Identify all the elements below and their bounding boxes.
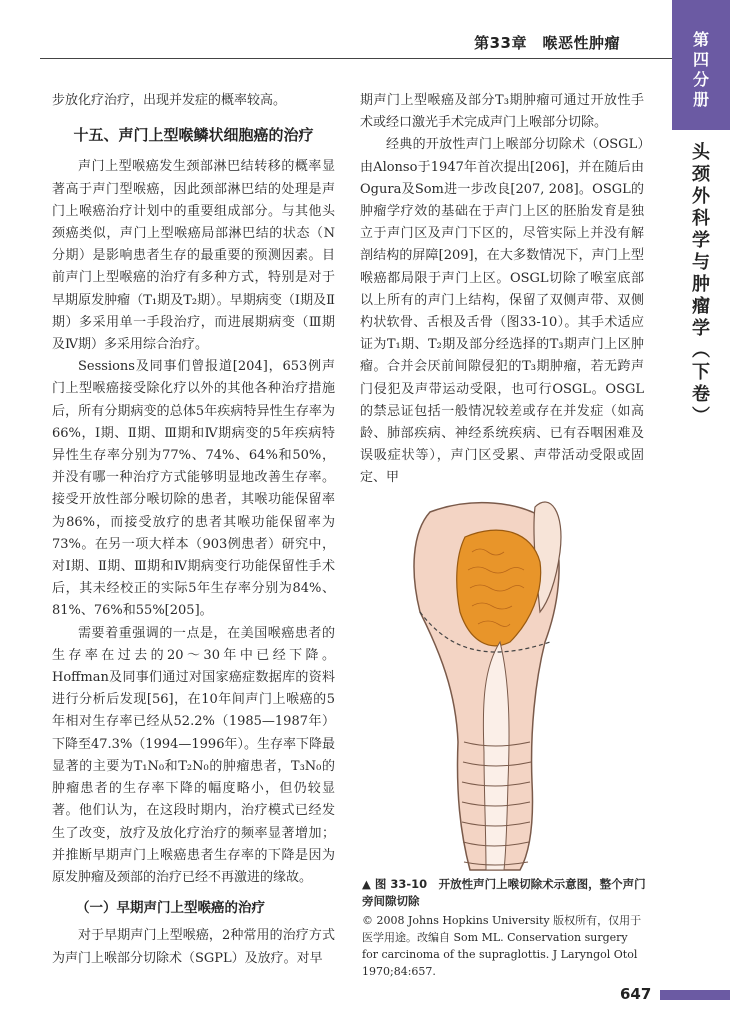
paragraph: 声门上型喉癌发生颈部淋巴结转移的概率显著高于声门型喉癌，因此颈部淋巴结的处理是声门上喉癌治疗计划中的重要组成部分。与其他头颈癌类似，声门上型喉癌局部淋巴结的状态（N分期）是影响患者生存的最重要的预测因素。目前声门上型喉癌的治疗有多种方式，特别是对于早期原发肿瘤（T₁期及T₂期）。早期病变（Ⅰ期及Ⅱ期）多采用单一手段治疗，而进展期病变（Ⅲ期及Ⅳ期）多采用综合治疗。 (52, 159, 335, 353)
chapter-title: 第33章 喉恶性肿瘤 (474, 34, 620, 52)
paragraph: 步放化疗治疗，出现并发症的概率较高。 (52, 93, 287, 108)
page-header (0, 0, 680, 58)
volume-label: 第 四 分 册 (692, 30, 709, 109)
caption-note: © 2008 Johns Hopkins University 版权所有，仅用于医学用途。改编自 Som ML. Conservation surgery for carcinoma of the supraglottis. J Laryngol Otol 1970;84:657. (362, 914, 642, 978)
paragraph: 对于早期声门上型喉癌，2种常用的治疗方式为声门上喉部分切除术（SGPL）及放疗。对早 (52, 928, 335, 966)
larynx-drawing (360, 492, 644, 872)
footer-bar (660, 990, 730, 1000)
figure-caption (362, 876, 646, 980)
airway-lumen (483, 642, 509, 870)
caption-title: ▲ 图 33-10 开放性声门上喉切除术示意图，整个声门旁间隙切除 (362, 877, 646, 908)
subsection-heading: （一）早期声门上型喉癌的治疗 (76, 900, 265, 917)
volume-title: 头 颈 外 科 学 与 肿 瘤 学 ︵ 下 卷 ︶ (692, 142, 710, 427)
left-column (52, 90, 335, 970)
paragraph: Sessions及同事们曾报道[204]，653例声门上型喉癌接受除化疗以外的其他各种治疗措施后，所有分期病变的总体5年疾病特异性生存率为66%，Ⅰ期、Ⅱ期、Ⅲ期和Ⅳ期病变的5年疾病特异性生存率分别为77%、74%、64%和50%，并没有哪一种治疗方式能够明显地改善生存率。接受开放性部分喉切除的患者，其喉功能保留率为86%，而接受放疗的患者其喉功能保留率为73%。在另一项大样本（903例患者）研究中，对Ⅰ期、Ⅱ期、Ⅲ期和Ⅳ期病变行功能保留性手术后，其未经校正的实际5年生存率分别为84%、81%、76%和55%[205]。 (52, 359, 335, 619)
paragraph: 需要着重强调的一点是，在美国喉癌患者的生存率在过去的20～30年中已经下降。Hoffman及同事们通过对国家癌症数据库的资料进行分析后发现[56]，在10年间声门上喉癌的5年相对生存率已经从52.2%（1985—1987年）下降至47.3%（1994—1996年）。生存率下降最显著的主要为T₁N₀和T₂N₀的肿瘤患者，T₃N₀的肿瘤患者的生存率下降的幅度略小，但仍较显著。他们认为，在这段时期内，治疗模式已经发生了改变，放疗及放化疗治疗的频率显著增加；并推断早期声门上喉癌患者生存率的下降是因为原发肿瘤及颈部的治疗已经不再激进的缘故。 (52, 625, 335, 885)
page-number: 647 (620, 985, 652, 1003)
header-divider (40, 58, 680, 59)
paragraph: 经典的开放性声门上喉部分切除术（OSGL）由Alonso于1947年首次提出[206]，并在随后由Ogura及Som进一步改良[207, 208]。OSGL的肿瘤学疗效的基础在于声门上区的胚胎发育是独立于声门区及声门下区的，尽管实际上并没有解剖结构的屏障[209]，在大多数情况下，声门上型喉癌都局限于声门上区。OSGL切除了喉室底部以上所有的声门上结构，保留了双侧声带、双侧杓状软骨、舌根及舌骨（图33-10）。其手术适应证为T₁期、T₂期及部分经选择的T₃期声门上区肿瘤。合并会厌前间隙侵犯的T₃期肿瘤，若无跨声门侵犯及声带运动受限，也可行OSGL。OSGL的禁忌证包括一般情况较差或存在并发症（如高龄、肺部疾病、神经系统疾病、已有吞咽困难及误吸症状等），声门区受累、声带活动受限或固定、甲 (360, 137, 644, 486)
larynx-illustration (360, 492, 644, 872)
right-column (360, 90, 644, 490)
side-tab (672, 0, 730, 1023)
section-heading: 十五、声门上型喉鳞状细胞癌的治疗 (73, 126, 314, 145)
paragraph: 期声门上型喉癌及部分T₃期肿瘤可通过开放性手术或经口激光手术完成声门上喉部分切除。 (360, 93, 644, 131)
